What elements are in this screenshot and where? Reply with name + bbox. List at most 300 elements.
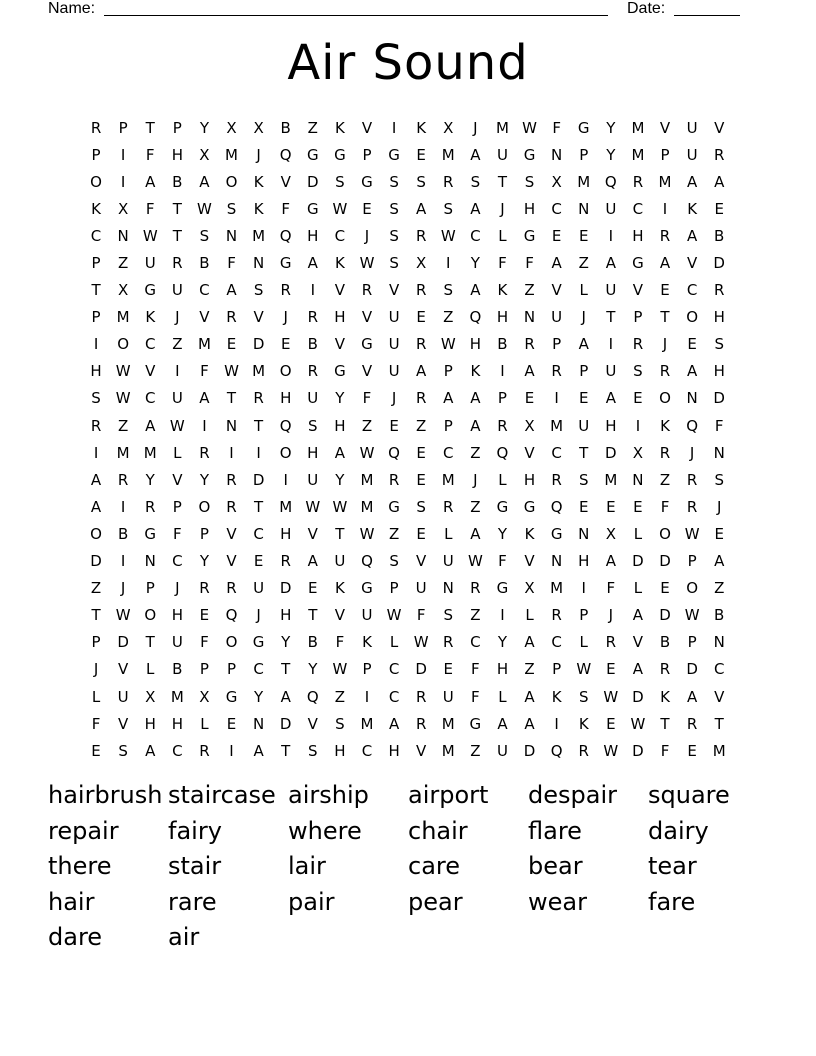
grid-cell: T (308, 606, 318, 625)
grid-cell: R (90, 416, 102, 435)
grid-cell: S (714, 470, 724, 489)
grid-cell: W (332, 199, 348, 218)
grid-cell: T (91, 606, 101, 625)
grid-cell: U (171, 389, 183, 408)
grid-cell: R (415, 714, 427, 733)
grid-cell: C (253, 524, 264, 543)
grid-cell: V (361, 118, 373, 137)
grid-cell: B (497, 335, 508, 354)
grid-cell: P (226, 660, 237, 679)
grid-cell: O (225, 633, 238, 652)
grid-cell: K (416, 118, 427, 137)
grid-cell: G (496, 497, 509, 516)
grid-cell: J (581, 308, 586, 327)
grid-cell: N (686, 389, 698, 408)
grid-cell: K (253, 172, 264, 191)
grid-cell: W (576, 660, 592, 679)
grid-cell: I (310, 281, 316, 300)
grid-cell: U (171, 633, 183, 652)
grid-cell: O (144, 606, 157, 625)
grid-cell: W (115, 606, 131, 625)
grid-cell: E (606, 660, 616, 679)
grid-cell: V (632, 281, 644, 300)
grid-cell: L (579, 633, 588, 652)
grid-cell: K (334, 579, 345, 598)
grid-cell: S (308, 416, 318, 435)
word-list-item: pear (408, 887, 463, 916)
grid-cell: N (578, 524, 590, 543)
grid-cell: A (145, 172, 156, 191)
grid-cell: M (170, 687, 184, 706)
grid-cell: E (91, 741, 101, 760)
grid-cell: S (443, 199, 454, 218)
grid-cell: C (443, 443, 454, 462)
grid-cell: T (335, 524, 345, 543)
grid-cell: V (632, 633, 644, 652)
grid-cell: H (307, 226, 319, 245)
grid-cell: R (361, 281, 373, 300)
grid-cell: F (660, 741, 670, 760)
grid-cell: M (550, 416, 564, 435)
grid-cell: L (389, 633, 399, 652)
grid-cell: N (252, 714, 265, 733)
grid-cell: B (659, 633, 671, 652)
grid-cell: H (144, 714, 156, 733)
grid-cell: A (659, 254, 671, 273)
grid-cell: G (225, 687, 238, 706)
grid-cell: L (444, 524, 453, 543)
grid-cell: M (252, 226, 266, 245)
grid-cell: I (175, 362, 180, 381)
word-list-item: hairbrush (48, 781, 163, 809)
grid-cell: L (498, 687, 507, 706)
grid-cell: E (687, 741, 697, 760)
grid-cell: I (283, 470, 288, 489)
grid-cell: A (605, 254, 616, 273)
grid-cell: P (199, 524, 209, 543)
grid-cell: A (551, 254, 562, 273)
grid-cell: C (388, 687, 400, 706)
grid-cell: E (606, 714, 616, 733)
grid-cell: S (443, 606, 454, 625)
grid-cell: M (252, 362, 266, 381)
grid-cell: R (605, 633, 617, 652)
grid-cell: T (254, 416, 264, 435)
grid-cell: O (117, 335, 130, 354)
grid-cell: I (391, 118, 397, 137)
grid-cell: L (498, 226, 507, 245)
word-list-item: rare (168, 887, 217, 916)
grid-cell: N (523, 308, 536, 327)
grid-cell: H (307, 443, 319, 462)
grid-cell: D (117, 633, 129, 652)
grid-cell: S (91, 389, 101, 408)
word-list-item: fare (648, 887, 696, 916)
grid-cell: W (359, 254, 375, 273)
grid-cell: R (172, 254, 183, 273)
grid-cell: R (226, 579, 237, 598)
grid-cell: Q (361, 552, 373, 571)
grid-cell: K (578, 714, 589, 733)
grid-cell: R (307, 308, 319, 327)
grid-cell: A (605, 552, 616, 571)
grid-cell: U (334, 552, 346, 571)
grid-cell: Q (279, 226, 292, 245)
grid-cell: X (253, 118, 264, 137)
grid-cell: I (120, 552, 126, 571)
grid-cell: S (389, 254, 399, 273)
grid-cell: A (524, 687, 535, 706)
grid-cell: S (633, 362, 643, 381)
grid-cell: A (90, 497, 102, 516)
grid-cell: R (578, 741, 589, 760)
grid-cell: V (524, 552, 535, 571)
grid-cell: J (256, 606, 261, 625)
grid-cell: I (554, 389, 559, 408)
word-list-item: care (408, 852, 461, 880)
grid-cell: L (498, 470, 507, 489)
grid-cell: S (389, 226, 399, 245)
grid-cell: D (307, 172, 319, 191)
grid-cell: W (305, 497, 321, 516)
grid-cell: A (686, 226, 698, 245)
grid-cell: V (307, 714, 318, 733)
grid-cell: C (334, 226, 346, 245)
grid-cell: R (388, 470, 400, 489)
grid-cell: N (632, 470, 644, 489)
grid-cell: L (91, 687, 101, 706)
grid-cell: M (631, 145, 645, 164)
grid-cell: L (579, 281, 588, 300)
grid-cell: U (307, 470, 319, 489)
grid-cell: T (254, 497, 264, 516)
grid-cell: A (470, 199, 481, 218)
grid-cell: H (280, 606, 292, 625)
grid-cell: R (659, 443, 671, 462)
grid-cell: G (523, 497, 536, 516)
word-list-item: staircase (168, 781, 276, 809)
grid-cell: D (659, 552, 671, 571)
grid-cell: D (713, 389, 725, 408)
grid-cell: S (470, 172, 481, 191)
grid-cell: K (660, 416, 670, 435)
letter-grid (90, 114, 746, 764)
grid-cell: Z (416, 416, 427, 435)
grid-cell: D (279, 714, 292, 733)
grid-cell: Z (307, 118, 318, 137)
word-list-item: despair (528, 781, 617, 809)
grid-cell: T (579, 443, 589, 462)
grid-cell: A (714, 172, 725, 191)
grid-cell: V (118, 714, 129, 733)
grid-cell: O (686, 579, 699, 598)
grid-cell: E (633, 497, 643, 516)
grid-cell: A (253, 741, 264, 760)
grid-cell: R (117, 470, 129, 489)
grid-cell: R (226, 470, 237, 489)
grid-cell: S (253, 281, 264, 300)
grid-cell: E (362, 199, 372, 218)
grid-cell: C (253, 660, 264, 679)
page-title: Air Sound (287, 35, 529, 91)
grid-cell: S (389, 172, 399, 191)
grid-cell: Y (335, 389, 345, 408)
grid-cell: R (632, 335, 644, 354)
grid-cell: D (252, 470, 265, 489)
grid-cell: R (713, 145, 725, 164)
grid-cell: A (470, 281, 481, 300)
grid-cell: O (279, 362, 292, 381)
grid-cell: R (307, 362, 319, 381)
grid-cell: R (199, 443, 210, 462)
grid-cell: J (283, 308, 288, 327)
grid-cell: A (226, 281, 237, 300)
grid-cell: E (687, 335, 697, 354)
grid-cell: S (199, 226, 210, 245)
grid-cell: X (416, 254, 427, 273)
grid-cell: X (226, 118, 237, 137)
grid-cell: F (525, 254, 534, 273)
grid-cell: Q (550, 497, 563, 516)
grid-cell: V (714, 687, 725, 706)
grid-cell: D (659, 606, 671, 625)
grid-cell: A (605, 389, 616, 408)
grid-cell: K (470, 362, 481, 381)
grid-cell: W (169, 416, 185, 435)
grid-cell: X (199, 145, 210, 164)
grid-cell: U (361, 606, 373, 625)
grid-cell: G (550, 524, 563, 543)
grid-cell: N (551, 145, 563, 164)
date-line[interactable] (674, 15, 740, 16)
grid-cell: A (280, 687, 291, 706)
grid-cell: R (415, 281, 427, 300)
grid-cell: A (388, 714, 400, 733)
grid-cell: S (335, 714, 345, 733)
grid-cell: R (713, 281, 725, 300)
grid-cell: G (523, 145, 536, 164)
grid-cell: E (389, 416, 399, 435)
grid-cell: I (93, 335, 99, 354)
grid-cell: M (225, 145, 238, 164)
grid-cell: P (552, 335, 562, 354)
grid-cell: A (307, 552, 318, 571)
grid-cell: H (171, 606, 183, 625)
grid-cell: I (229, 741, 234, 760)
grid-cell: Y (606, 145, 616, 164)
grid-cell: F (660, 497, 670, 516)
word-list-item: fairy (168, 816, 222, 845)
grid-cell: I (608, 226, 614, 245)
grid-cell: U (496, 741, 508, 760)
grid-cell: O (686, 308, 699, 327)
grid-cell: P (362, 660, 372, 679)
grid-cell: G (388, 145, 400, 164)
grid-cell: V (416, 552, 427, 571)
grid-cell: N (551, 552, 563, 571)
grid-cell: E (660, 281, 670, 300)
grid-cell: R (90, 118, 102, 137)
grid-cell: R (280, 281, 291, 300)
word-list-item: repair (48, 816, 119, 845)
grid-cell: D (605, 443, 617, 462)
grid-cell: K (334, 118, 345, 137)
word-list-item: airship (288, 781, 369, 809)
grid-cell: P (660, 145, 670, 164)
grid-cell: G (306, 199, 319, 218)
date-label: Date: (627, 0, 666, 17)
grid-cell: C (172, 552, 183, 571)
grid-cell: V (551, 281, 562, 300)
grid-cell: W (522, 118, 537, 137)
grid-cell: R (524, 335, 535, 354)
grid-cell: B (172, 660, 183, 679)
grid-cell: T (145, 118, 155, 137)
grid-cell: U (578, 416, 590, 435)
word-list-item: wear (528, 887, 587, 916)
grid-cell: E (714, 524, 724, 543)
grid-cell: F (498, 552, 507, 571)
grid-cell: H (280, 524, 292, 543)
grid-cell: E (253, 552, 264, 571)
grid-cell: U (686, 118, 698, 137)
grid-cell: D (415, 660, 427, 679)
grid-cell: R (551, 362, 562, 381)
grid-cell: M (441, 714, 455, 733)
grid-cell: G (361, 335, 373, 354)
grid-cell: C (388, 660, 400, 679)
grid-cell: J (391, 389, 397, 408)
grid-cell: W (142, 226, 158, 245)
grid-cell: F (200, 633, 209, 652)
grid-cell: M (116, 308, 130, 327)
grid-cell: R (415, 226, 427, 245)
grid-cell: U (253, 579, 265, 598)
grid-cell: W (224, 362, 239, 381)
grid-cell: U (388, 362, 400, 381)
grid-cell: F (227, 254, 236, 273)
grid-cell: M (577, 172, 591, 191)
word-list-item: square (648, 781, 730, 809)
grid-cell: X (443, 118, 454, 137)
grid-cell: A (470, 389, 481, 408)
grid-cell: V (253, 308, 264, 327)
grid-cell: I (202, 416, 207, 435)
grid-cell: W (684, 524, 700, 543)
grid-cell: H (713, 362, 725, 381)
grid-cell: B (117, 524, 129, 543)
grid-cell: R (497, 416, 508, 435)
grid-cell: X (632, 443, 644, 462)
grid-cell: P (687, 633, 697, 652)
grid-cell: Z (118, 254, 129, 273)
grid-cell: M (495, 118, 509, 137)
grid-cell: R (415, 687, 427, 706)
grid-cell: N (144, 552, 156, 571)
grid-cell: S (416, 497, 426, 516)
grid-cell: Q (550, 741, 563, 760)
grid-cell: P (145, 579, 155, 598)
grid-cell: E (578, 389, 589, 408)
grid-cell: S (578, 687, 589, 706)
grid-cell: P (91, 145, 101, 164)
grid-cell: T (497, 172, 508, 191)
grid-cell: K (687, 199, 698, 218)
grid-cell: E (280, 335, 291, 354)
grid-cell: F (335, 633, 345, 652)
grid-cell: K (497, 281, 508, 300)
grid-cell: K (253, 199, 264, 218)
grid-cell: F (714, 416, 724, 435)
grid-cell: A (686, 172, 698, 191)
grid-cell: G (334, 145, 346, 164)
grid-cell: P (91, 633, 101, 652)
grid-cell: Z (172, 335, 183, 354)
grid-cell: Y (199, 470, 209, 489)
grid-cell: W (359, 524, 375, 543)
grid-cell: U (388, 335, 400, 354)
grid-cell: A (416, 199, 427, 218)
grid-cell: V (226, 552, 237, 571)
grid-cell: W (467, 552, 483, 571)
grid-cell: V (388, 281, 400, 300)
name-line[interactable] (104, 15, 608, 16)
grid-cell: J (364, 226, 370, 245)
grid-cell: V (145, 362, 156, 381)
grid-cell: D (90, 552, 102, 571)
grid-cell: W (332, 660, 348, 679)
grid-cell: A (145, 741, 156, 760)
grid-cell: E (606, 497, 616, 516)
grid-cell: G (252, 633, 265, 652)
grid-cell: Q (604, 172, 617, 191)
grid-cell: J (689, 443, 695, 462)
grid-cell: J (175, 579, 180, 598)
grid-cell: V (199, 308, 210, 327)
grid-cell: P (552, 660, 562, 679)
grid-cell: X (524, 579, 535, 598)
grid-cell: D (252, 335, 265, 354)
grid-cell: G (306, 145, 319, 164)
grid-cell: N (252, 254, 265, 273)
grid-cell: H (280, 389, 292, 408)
grid-cell: F (173, 524, 182, 543)
grid-cell: F (471, 660, 480, 679)
grid-cell: E (524, 389, 535, 408)
grid-cell: Y (199, 118, 209, 137)
grid-cell: Y (145, 470, 155, 489)
grid-cell: W (359, 443, 375, 462)
grid-cell: H (334, 308, 346, 327)
grid-cell: A (686, 687, 698, 706)
grid-cell: V (361, 308, 373, 327)
grid-cell: S (335, 172, 345, 191)
grid-cell: U (442, 687, 454, 706)
grid-cell: H (713, 308, 725, 327)
grid-cell: L (146, 660, 155, 679)
grid-cell: O (659, 524, 671, 543)
grid-cell: D (686, 660, 698, 679)
grid-cell: C (470, 633, 481, 652)
grid-cell: Q (496, 443, 509, 462)
grid-cell: T (172, 199, 182, 218)
grid-cell: A (524, 714, 535, 733)
grid-cell: Q (388, 443, 400, 462)
grid-cell: U (442, 552, 454, 571)
word-list-item: pair (288, 887, 335, 916)
grid-cell: E (199, 606, 210, 625)
grid-cell: V (334, 606, 346, 625)
